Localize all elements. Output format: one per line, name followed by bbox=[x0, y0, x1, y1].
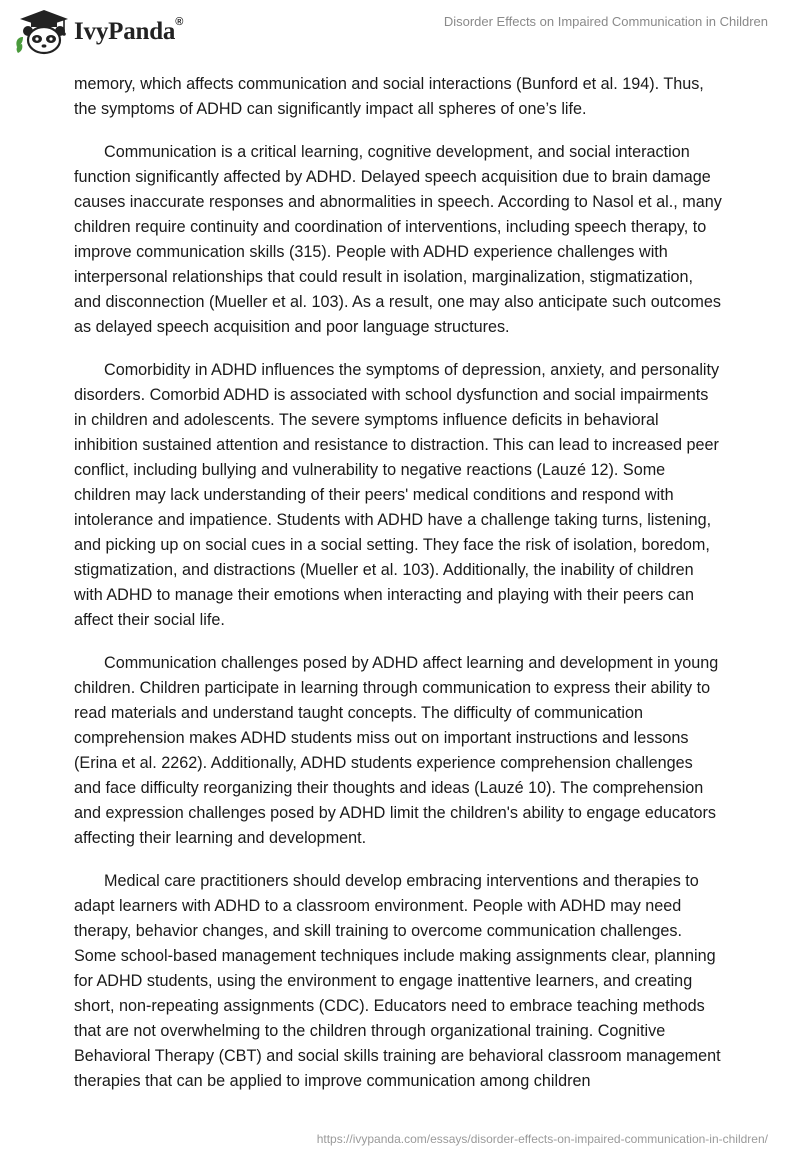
paragraph-2: Communication is a critical learning, cognitive development, and social interaction function significantly affected by ADHD. Delayed speech acquisition due to brain damage causes inaccurate responses and abnormalities in speech. According to Nasol et al., many children require continuity and coordination of interventions, including speech therapy, to improve communication skills (315). People with ADHD experience challenges with interpersonal relationships that could result in isolation, marginalization, stigmatization, and disconnection (Mueller et al. 103). As a result, one may also anticipate such outcomes as delayed speech acquisition and poor language structures. bbox=[74, 143, 722, 336]
paragraph-3: Comorbidity in ADHD influences the symptoms of depression, anxiety, and personality disorders. Comorbid ADHD is associated with school dysfunction and social impairments in children and adolescents. The severe symptoms influence deficits in behavioral inhibition sustained attention and resistance to distraction. This can lead to increased peer conflict, including bullying and vulnerability to negative reactions (Lauzé 12). Some children may lack understanding of their peers' medical conditions and respond with intolerance and impatience. Students with ADHD have a challenge taking turns, listening, and picking up on social cues in a social setting. They face the risk of isolation, boredom, stigmatization, and distractions (Mueller et al. 103). Additionally, the inability of children with ADHD to manage their emotions when interacting and playing with their peers can affect their social life. bbox=[74, 361, 720, 629]
paragraph-5: Medical care practitioners should develop embracing interventions and therapies to adapt learners with ADHD to a classroom environment. People with ADHD may need therapy, behavior changes, and skill training to overcome communication challenges. Some school-based management techniques include making assignments clear, planning for ADHD students, using the environment to engage inattentive learners, and creating short, non-repeating assignments (CDC). Educators need to embrace teaching methods that are not overwhelming to the children through organizational training. Cognitive Behavioral Therapy (CBT) and social skills training are behavioral classroom management therapies that can be applied to improve communication among children bbox=[74, 872, 721, 1090]
paragraph-1: memory, which affects communication and social interactions (Bunford et al. 194). Thus, the symptoms of ADHD can significantly impact all spheres of one’s life. bbox=[74, 75, 704, 118]
registered-mark: ® bbox=[175, 16, 184, 28]
panda-logo-icon bbox=[14, 7, 70, 55]
ivypanda-logo[interactable] bbox=[14, 7, 183, 55]
brand-name: IvyPanda® bbox=[74, 16, 184, 45]
document-title: Disorder Effects on Impaired Communication in Children bbox=[443, 14, 768, 29]
page-header bbox=[0, 0, 800, 66]
essay-body bbox=[74, 72, 724, 1112]
paragraph-4: Communication challenges posed by ADHD affect learning and development in young children. Children participate in learning through communication to express their ability to read materials and understand taught concepts. The difficulty of communication comprehension makes ADHD students miss out on important instructions and lessons (Erina et al. 2262). Additionally, ADHD students experience comprehension challenges and face difficulty reorganizing their thoughts and ideas (Lauzé 10). The comprehension and expression challenges posed by ADHD limit the children's ability to engage educators affecting their learning and development. bbox=[74, 654, 719, 847]
source-url[interactable]: https://ivypanda.com/essays/disorder-effects-on-impaired-communication-in-children/ bbox=[316, 1132, 768, 1146]
